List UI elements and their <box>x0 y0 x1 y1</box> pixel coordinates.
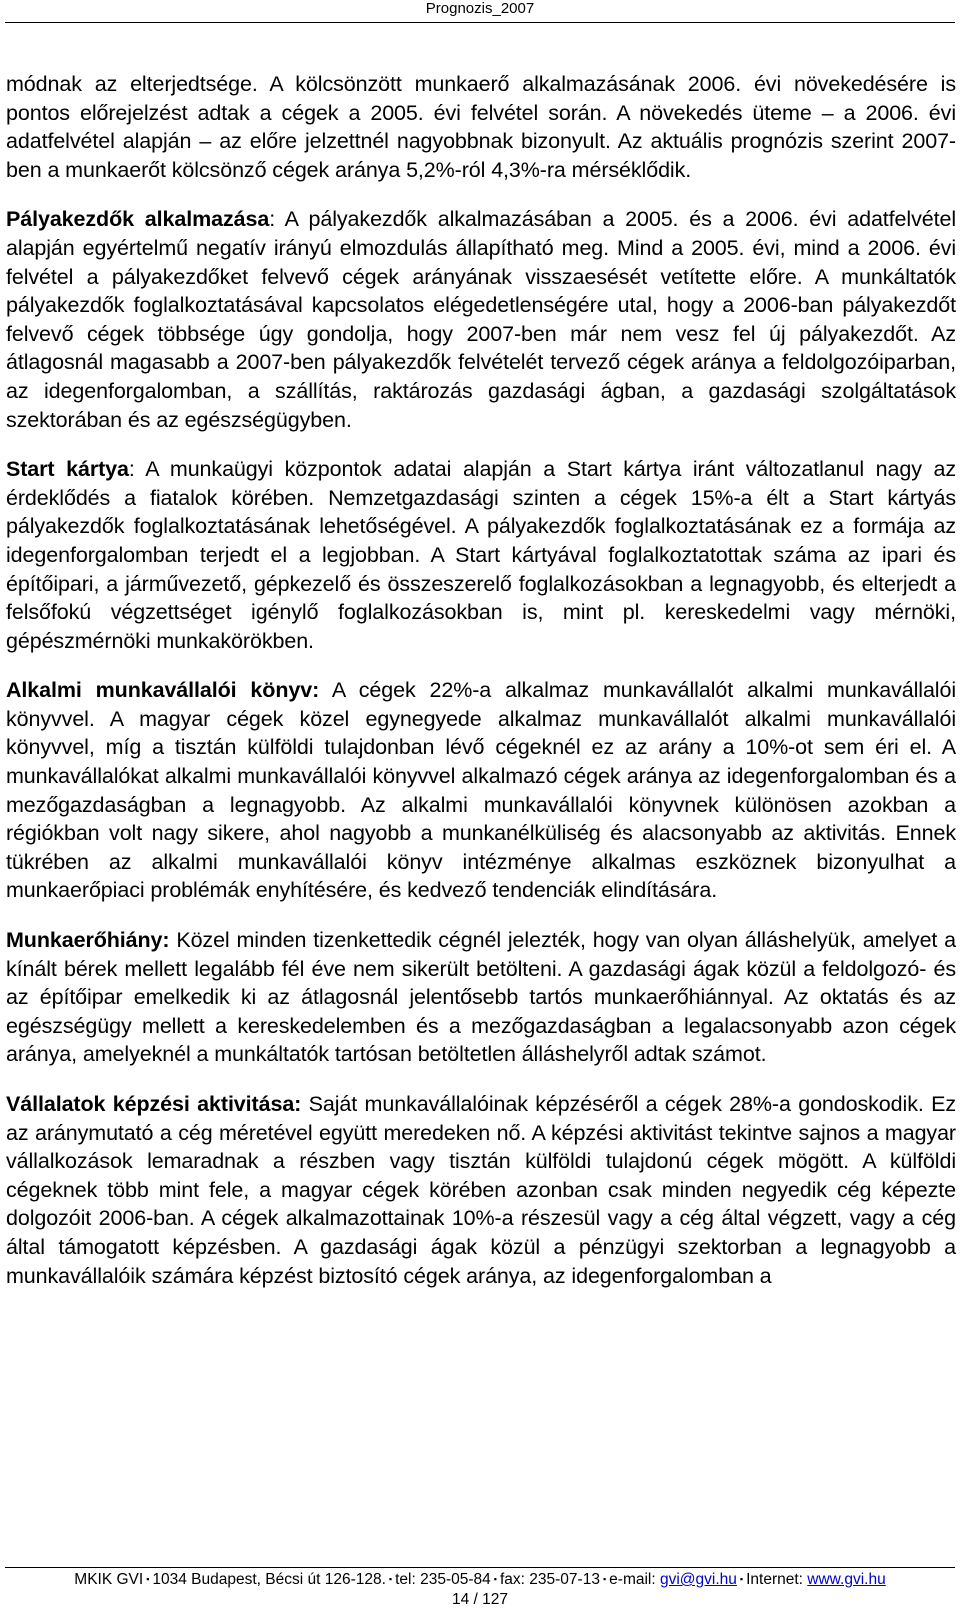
paragraph-palyakezdok <box>6 205 956 434</box>
footer-contact-line <box>0 1570 960 1589</box>
page-footer <box>0 1570 960 1609</box>
page-header <box>0 0 960 18</box>
website-link[interactable]: www.gvi.hu <box>807 1571 886 1588</box>
paragraph-text: Saját munkavállalóinak képzéséről a cégek 28%-a gondoskodik. Ez az aránymutató a cég méretével együtt meredeken nő. A képzési aktivitást tekintve sajnos a magyar vállalkozások lemaradnak a részben vagy tisztán külföldi tulajdonú cégek mögött. A külföldi cégeknek több mint fele, a magyar cégek körében azonban csak minden negyedik cég képezte dolgozóit 2006-ban. A cégek alkalmazottainak 10%-a részesül vagy a cég által végzett, vagy a cég által támogatott képzésben. A gazdasági ágak közül a pénzügyi szektorban a legnagyobb a munkavállalóik számára képzést biztosító cégek aránya, az idegenforgalomban a <box>6 1092 957 1288</box>
document-body <box>6 70 956 1311</box>
paragraph-heading: Vállalatok képzési aktivitása: <box>6 1092 302 1116</box>
paragraph-munkaerohiany <box>6 926 956 1069</box>
paragraph-separator: : <box>128 457 146 482</box>
header-title: Prognozis_2007 <box>425 0 535 17</box>
bullet-separator-icon: ▪ <box>602 1574 607 1585</box>
paragraph-kepzesi-aktivitas <box>6 1090 956 1290</box>
email-link[interactable]: gvi@gvi.hu <box>659 1571 737 1588</box>
footer-org: MKIK GVI <box>74 1571 144 1588</box>
footer-fax: fax: 235-07-13 <box>499 1571 600 1588</box>
bullet-separator-icon: ▪ <box>388 1574 393 1585</box>
header-divider <box>5 22 955 23</box>
footer-divider <box>5 1567 955 1568</box>
paragraph-text: A munkaügyi központok adatai alapján a Start kártya iránt változatlanul nagy az érdeklődés a fiatalok körében. Nemzetgazdasági szinten a cégek 15%-a élt a Start kártyás pályakezdők foglalkoztatásának lehetőségével. A pályakezdők foglalkoztatásának ez a formája az idegenforgalomban terjedt el a legjobban. A Start kártyával foglalkoztatottak száma az ipari és építőipari, a járművezető, gépkezelő és összeszerelő foglalkozásokban a legnagyobb, és elterjedt a felsőfokú végzettséget igénylő foglalkozásokban is, mint pl. kereskedelmi vagy mérnöki, gépészmérnöki munkakörökben. <box>6 457 956 653</box>
paragraph-separator <box>301 1092 308 1116</box>
footer-email-label: e-mail: <box>609 1571 656 1588</box>
paragraph-separator: : <box>269 207 285 232</box>
footer-tel: tel: 235-05-84 <box>395 1571 491 1588</box>
paragraph-text: A cégek 22%-a alkalmaz munkavállalót alkalmi munkavállalói könyvvel. A magyar cégek közel egynegyede alkalmaz munkavállalót alkalmi munkavállalói könyvvel, míg a tisztán külföldi tulajdonban lévő cégeknél ez az arány a 10%-ot sem éri el. A munkavállalókat alkalmi munkavállalói könyvvel alkalmazó cégek aránya az idegenforgalomban és a mezőgazdaságban a legnagyobb. Az alkalmi munkavállalói könyvnek különösen azokban a régiókban volt nagy sikere, ahol nagyobb a munkanélküliség és alacsonyabb az aktivitás. Ennek tükrében az alkalmi munkavállalói könyv intézménye alkalmas eszköznek bizonyulhat a munkaerőpiaci problémák enyhítésére, és kedvező tendenciák elindítására. <box>6 678 957 903</box>
bullet-separator-icon: ▪ <box>739 1574 744 1585</box>
paragraph-text: A pályakezdők alkalmazásában a 2005. és a 2006. évi adatfelvétel alapján egyértelmű negatív irányú elmozdulás állapítható meg. Mind a 2005. évi, mind a 2006. évi felvétel a pályakezdőket felvevő cégek arányának visszaesését vetítette előre. A munkáltatók pályakezdők foglalkoztatásával kapcsolatos elégedetlenségére utal, hogy a 2006-ban pályakezdőt felvevő cégek többsége úgy gondolja, hogy 2007-ben már nem vesz fel új pályakezdőt. Az átlagosnál magasabb a 2007-ben pályakezdők felvételét tervező cégek aránya a feldolgozóiparban, az idegenforgalomban, a szállítás, raktározás gazdasági ágban, a gazdasági szolgáltatások szektorában és az egészségügyben. <box>6 207 957 432</box>
paragraph-heading: Start kártya <box>6 457 129 482</box>
paragraph-intro <box>6 70 956 184</box>
paragraph-text: módnak az elterjedtsége. A kölcsönzött munkaerő alkalmazásának 2006. évi növekedésére is pontos előrejelzést adtak a cégek a 2005. évi felvétel során. A növekedés üteme – a 2006. évi adatfelvétel alapján – az előre jelzettnél nagyobbnak bizonyult. Az aktuális prognózis szerint 2007-ben a munkaerőt kölcsönző cégek aránya 5,2%-ról 4,3%-ra mérséklődik. <box>6 72 956 182</box>
footer-internet-label: Internet: <box>746 1571 803 1588</box>
page-number: 14 / 127 <box>451 1591 509 1609</box>
paragraph-separator <box>319 678 332 702</box>
paragraph-start-kartya <box>6 455 956 655</box>
paragraph-text: Közel minden tizenkettedik cégnél jelezték, hogy van olyan álláshelyük, amelyet a kínált bérek mellett legalább fél éve nem sikerült betölteni. A gazdasági ágak közül a feldolgozó- és az építőipar emelkedik ki az átlagosnál jelentősebb tartós munkaerőhiánnyal. Az oktatás és az egészségügy mellett a kereskedelemben és a mezőgazdaságban a legalacsonyabb azon cégek aránya, amelyeknél a munkáltatók tartósan betöltetlen álláshelyről adtak számot. <box>6 928 957 1067</box>
paragraph-alkalmi-konyv <box>6 676 956 905</box>
paragraph-heading: Munkaerőhiány: <box>6 928 170 953</box>
bullet-separator-icon: ▪ <box>493 1574 497 1585</box>
paragraph-heading: Pályakezdők alkalmazása <box>6 207 270 232</box>
footer-address: 1034 Budapest, Bécsi út 126-128. <box>152 1571 386 1588</box>
bullet-separator-icon: ▪ <box>146 1574 150 1585</box>
paragraph-heading: Alkalmi munkavállalói könyv: <box>6 678 320 703</box>
